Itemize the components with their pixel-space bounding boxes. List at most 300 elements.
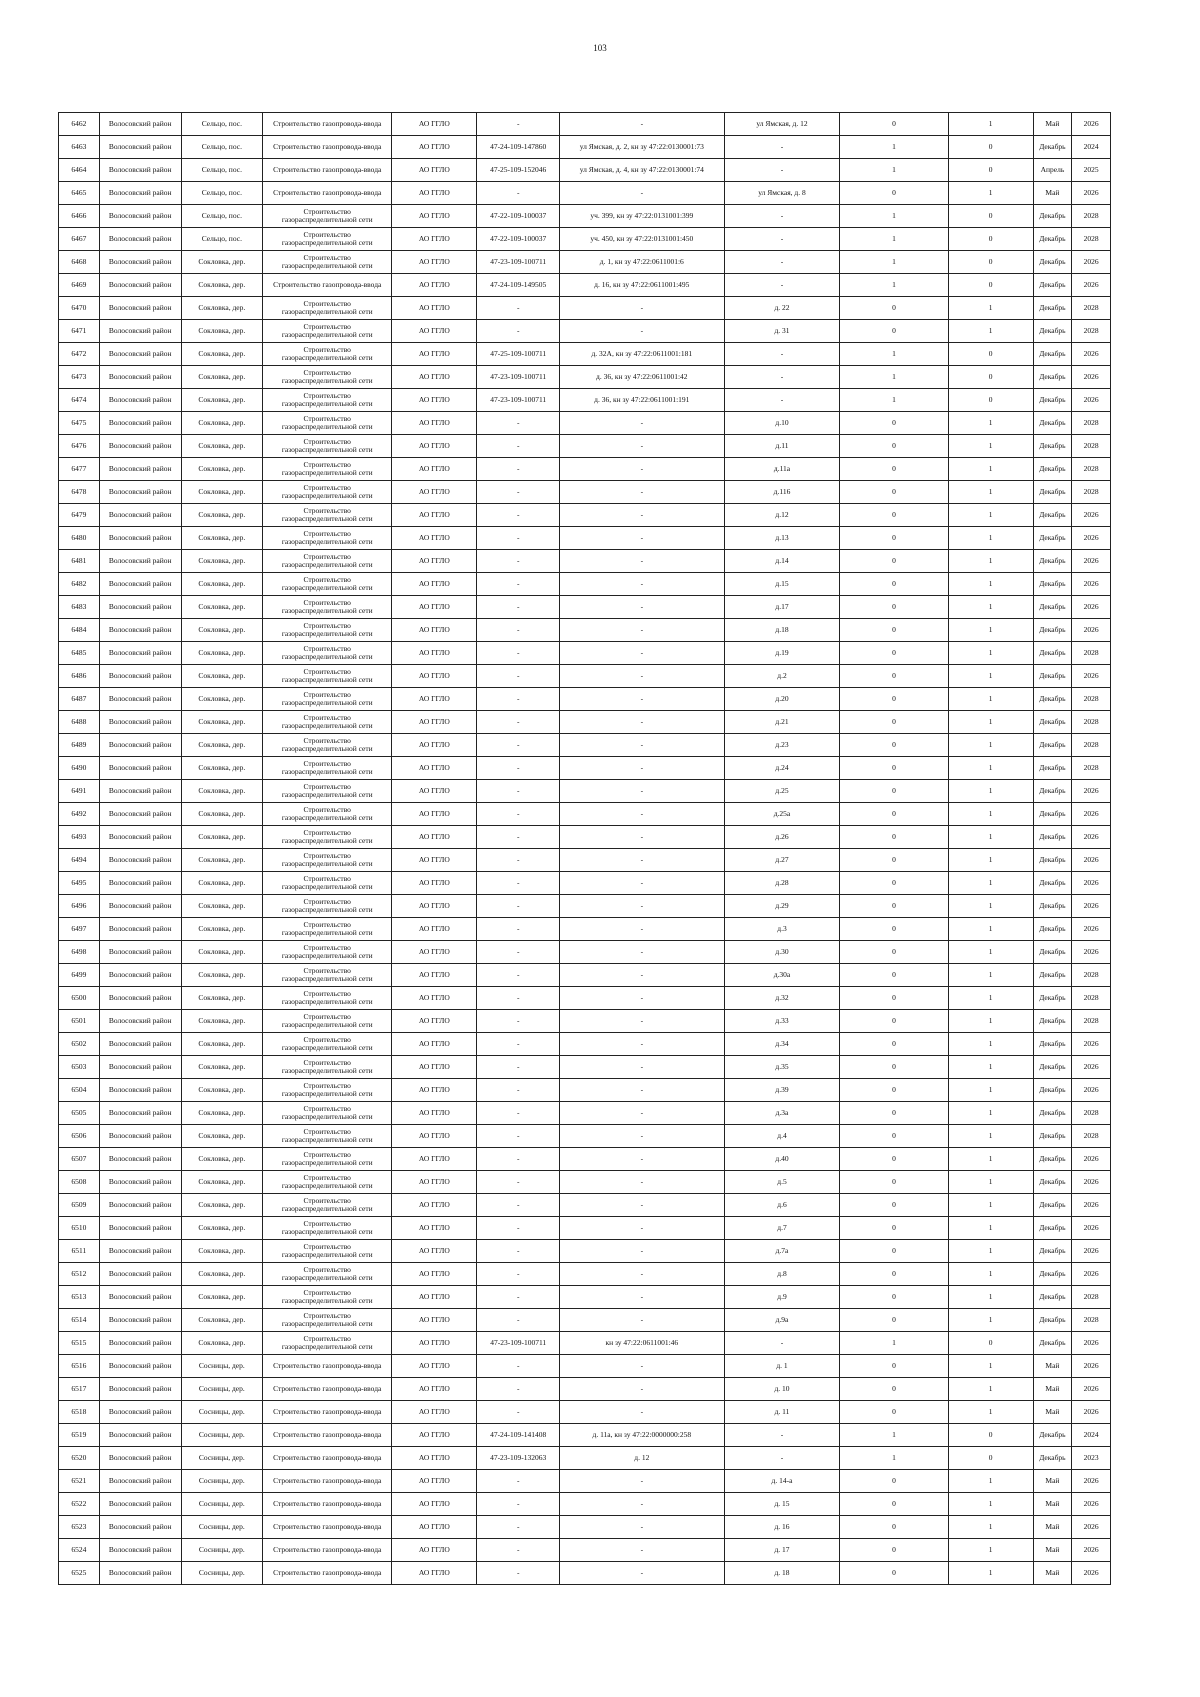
record-number: 6478: [59, 481, 100, 504]
settlement-cell: Сокловка, дер.: [181, 573, 263, 596]
contract-number-cell: 47-23-109-100711: [477, 366, 560, 389]
contract-number-cell: -: [477, 1539, 560, 1562]
contract-number-cell: -: [477, 987, 560, 1010]
year-cell: 2024: [1072, 1424, 1111, 1447]
month-cell: Декабрь: [1033, 550, 1072, 573]
table-row: [59, 895, 1111, 918]
district-cell: Волосовский район: [99, 228, 181, 251]
flag-a-cell: 1: [840, 274, 948, 297]
work-type-cell: Строительство газораспределительной сети: [263, 987, 392, 1010]
month-cell: Декабрь: [1033, 1148, 1072, 1171]
flag-a-cell: 0: [840, 1171, 948, 1194]
flag-b-cell: 1: [948, 1309, 1033, 1332]
record-number: 6486: [59, 665, 100, 688]
organization-cell: АО ГГЛО: [392, 481, 477, 504]
record-number: 6484: [59, 619, 100, 642]
settlement-cell: Сокловка, дер.: [181, 1309, 263, 1332]
address-cell: д. 15: [724, 1493, 840, 1516]
month-cell: Декабрь: [1033, 435, 1072, 458]
flag-a-cell: 0: [840, 1010, 948, 1033]
flag-b-cell: 1: [948, 711, 1033, 734]
organization-cell: АО ГГЛО: [392, 1355, 477, 1378]
record-number: 6472: [59, 343, 100, 366]
address-cell: д.20: [724, 688, 840, 711]
work-type-cell: Строительство газопровода-ввода: [263, 1355, 392, 1378]
cadastral-address-cell: -: [560, 1010, 724, 1033]
record-number: 6470: [59, 297, 100, 320]
organization-cell: АО ГГЛО: [392, 1056, 477, 1079]
year-cell: 2028: [1072, 688, 1111, 711]
organization-cell: АО ГГЛО: [392, 159, 477, 182]
address-cell: д.25а: [724, 803, 840, 826]
record-number: 6516: [59, 1355, 100, 1378]
year-cell: 2026: [1072, 803, 1111, 826]
flag-a-cell: 1: [840, 1424, 948, 1447]
month-cell: Декабрь: [1033, 711, 1072, 734]
work-type-cell: Строительство газораспределительной сети: [263, 1010, 392, 1033]
record-number: 6490: [59, 757, 100, 780]
table-row: [59, 1516, 1111, 1539]
settlement-cell: Сокловка, дер.: [181, 895, 263, 918]
district-cell: Волосовский район: [99, 251, 181, 274]
flag-a-cell: 0: [840, 1516, 948, 1539]
flag-b-cell: 1: [948, 1056, 1033, 1079]
district-cell: Волосовский район: [99, 941, 181, 964]
cadastral-address-cell: -: [560, 481, 724, 504]
organization-cell: АО ГГЛО: [392, 1240, 477, 1263]
year-cell: 2026: [1072, 1562, 1111, 1585]
address-cell: -: [724, 205, 840, 228]
year-cell: 2028: [1072, 1102, 1111, 1125]
table-row: [59, 1493, 1111, 1516]
contract-number-cell: 47-24-109-147860: [477, 136, 560, 159]
organization-cell: АО ГГЛО: [392, 1102, 477, 1125]
cadastral-address-cell: -: [560, 182, 724, 205]
year-cell: 2026: [1072, 1332, 1111, 1355]
record-number: 6515: [59, 1332, 100, 1355]
settlement-cell: Сокловка, дер.: [181, 596, 263, 619]
work-type-cell: Строительство газораспределительной сети: [263, 780, 392, 803]
flag-b-cell: 1: [948, 320, 1033, 343]
table-row: [59, 918, 1111, 941]
contract-number-cell: -: [477, 849, 560, 872]
flag-a-cell: 1: [840, 228, 948, 251]
year-cell: 2026: [1072, 780, 1111, 803]
address-cell: д.12: [724, 504, 840, 527]
settlement-cell: Сокловка, дер.: [181, 711, 263, 734]
record-number: 6488: [59, 711, 100, 734]
settlement-cell: Сокловка, дер.: [181, 550, 263, 573]
organization-cell: АО ГГЛО: [392, 826, 477, 849]
year-cell: 2026: [1072, 1355, 1111, 1378]
address-cell: д.11а: [724, 458, 840, 481]
settlement-cell: Сосницы, дер.: [181, 1447, 263, 1470]
organization-cell: АО ГГЛО: [392, 642, 477, 665]
address-cell: -: [724, 366, 840, 389]
record-number: 6491: [59, 780, 100, 803]
flag-a-cell: 0: [840, 1033, 948, 1056]
organization-cell: АО ГГЛО: [392, 573, 477, 596]
district-cell: Волосовский район: [99, 642, 181, 665]
table-row: [59, 1217, 1111, 1240]
settlement-cell: Сокловка, дер.: [181, 803, 263, 826]
cadastral-address-cell: -: [560, 1056, 724, 1079]
settlement-cell: Сокловка, дер.: [181, 412, 263, 435]
record-number: 6500: [59, 987, 100, 1010]
cadastral-address-cell: -: [560, 1286, 724, 1309]
year-cell: 2026: [1072, 550, 1111, 573]
work-type-cell: Строительство газопровода-ввода: [263, 1424, 392, 1447]
flag-b-cell: 1: [948, 964, 1033, 987]
cadastral-address-cell: ул Ямская, д. 2, кн зу 47:22:0130001:73: [560, 136, 724, 159]
cadastral-address-cell: -: [560, 458, 724, 481]
gas-register-table: [58, 112, 1111, 1585]
contract-number-cell: -: [477, 435, 560, 458]
district-cell: Волосовский район: [99, 711, 181, 734]
month-cell: Декабрь: [1033, 826, 1072, 849]
district-cell: Волосовский район: [99, 1447, 181, 1470]
flag-a-cell: 0: [840, 1562, 948, 1585]
district-cell: Волосовский район: [99, 780, 181, 803]
month-cell: Апрель: [1033, 159, 1072, 182]
address-cell: д. 1: [724, 1355, 840, 1378]
cadastral-address-cell: уч. 450, кн зу 47:22:0131001:450: [560, 228, 724, 251]
flag-b-cell: 0: [948, 251, 1033, 274]
work-type-cell: Строительство газораспределительной сети: [263, 803, 392, 826]
contract-number-cell: -: [477, 1148, 560, 1171]
year-cell: 2026: [1072, 1539, 1111, 1562]
cadastral-address-cell: -: [560, 665, 724, 688]
month-cell: Декабрь: [1033, 1447, 1072, 1470]
record-number: 6507: [59, 1148, 100, 1171]
year-cell: 2026: [1072, 1401, 1111, 1424]
address-cell: д.13: [724, 527, 840, 550]
record-number: 6521: [59, 1470, 100, 1493]
year-cell: 2028: [1072, 964, 1111, 987]
work-type-cell: Строительство газораспределительной сети: [263, 228, 392, 251]
table-row: [59, 1194, 1111, 1217]
address-cell: д. 17: [724, 1539, 840, 1562]
year-cell: 2026: [1072, 1493, 1111, 1516]
year-cell: 2026: [1072, 1056, 1111, 1079]
flag-b-cell: 1: [948, 297, 1033, 320]
organization-cell: АО ГГЛО: [392, 182, 477, 205]
work-type-cell: Строительство газораспределительной сети: [263, 711, 392, 734]
record-number: 6517: [59, 1378, 100, 1401]
contract-number-cell: -: [477, 504, 560, 527]
work-type-cell: Строительство газораспределительной сети: [263, 895, 392, 918]
organization-cell: АО ГГЛО: [392, 964, 477, 987]
address-cell: д.34: [724, 1033, 840, 1056]
flag-a-cell: 0: [840, 1125, 948, 1148]
contract-number-cell: -: [477, 1033, 560, 1056]
work-type-cell: Строительство газораспределительной сети: [263, 964, 392, 987]
address-cell: д.30а: [724, 964, 840, 987]
address-cell: -: [724, 136, 840, 159]
cadastral-address-cell: д. 1, кн зу 47:22:0611001:6: [560, 251, 724, 274]
month-cell: Декабрь: [1033, 941, 1072, 964]
address-cell: д.27: [724, 849, 840, 872]
contract-number-cell: 47-24-109-149505: [477, 274, 560, 297]
flag-a-cell: 1: [840, 366, 948, 389]
address-cell: д.10: [724, 412, 840, 435]
address-cell: д. 14-а: [724, 1470, 840, 1493]
work-type-cell: Строительство газораспределительной сети: [263, 757, 392, 780]
flag-a-cell: 0: [840, 412, 948, 435]
contract-number-cell: -: [477, 573, 560, 596]
cadastral-address-cell: уч. 399, кн зу 47:22:0131001:399: [560, 205, 724, 228]
work-type-cell: Строительство газораспределительной сети: [263, 1217, 392, 1240]
flag-a-cell: 0: [840, 987, 948, 1010]
month-cell: Декабрь: [1033, 1194, 1072, 1217]
month-cell: Декабрь: [1033, 1424, 1072, 1447]
year-cell: 2026: [1072, 665, 1111, 688]
table-row: [59, 1171, 1111, 1194]
year-cell: 2028: [1072, 987, 1111, 1010]
contract-number-cell: -: [477, 803, 560, 826]
table-row: [59, 1562, 1111, 1585]
settlement-cell: Сосницы, дер.: [181, 1401, 263, 1424]
organization-cell: АО ГГЛО: [392, 550, 477, 573]
settlement-cell: Сокловка, дер.: [181, 251, 263, 274]
settlement-cell: Сосницы, дер.: [181, 1355, 263, 1378]
district-cell: Волосовский район: [99, 1286, 181, 1309]
district-cell: Волосовский район: [99, 458, 181, 481]
table-row: [59, 435, 1111, 458]
flag-a-cell: 0: [840, 872, 948, 895]
district-cell: Волосовский район: [99, 1194, 181, 1217]
flag-a-cell: 0: [840, 458, 948, 481]
organization-cell: АО ГГЛО: [392, 734, 477, 757]
year-cell: 2026: [1072, 504, 1111, 527]
record-number: 6497: [59, 918, 100, 941]
month-cell: Декабрь: [1033, 780, 1072, 803]
district-cell: Волосовский район: [99, 573, 181, 596]
flag-b-cell: 1: [948, 1562, 1033, 1585]
address-cell: д.23: [724, 734, 840, 757]
contract-number-cell: 47-23-109-100711: [477, 251, 560, 274]
flag-a-cell: 0: [840, 688, 948, 711]
flag-a-cell: 0: [840, 182, 948, 205]
flag-b-cell: 1: [948, 688, 1033, 711]
table-row: [59, 1539, 1111, 1562]
organization-cell: АО ГГЛО: [392, 918, 477, 941]
month-cell: Декабрь: [1033, 1286, 1072, 1309]
district-cell: Волосовский район: [99, 550, 181, 573]
year-cell: 2028: [1072, 1125, 1111, 1148]
address-cell: д.18: [724, 619, 840, 642]
table-row: [59, 550, 1111, 573]
settlement-cell: Сокловка, дер.: [181, 389, 263, 412]
flag-b-cell: 1: [948, 619, 1033, 642]
work-type-cell: Строительство газораспределительной сети: [263, 320, 392, 343]
flag-a-cell: 0: [840, 642, 948, 665]
work-type-cell: Строительство газораспределительной сети: [263, 1240, 392, 1263]
record-number: 6520: [59, 1447, 100, 1470]
table-row: [59, 320, 1111, 343]
contract-number-cell: -: [477, 1562, 560, 1585]
organization-cell: АО ГГЛО: [392, 504, 477, 527]
work-type-cell: Строительство газораспределительной сети: [263, 435, 392, 458]
settlement-cell: Сокловка, дер.: [181, 504, 263, 527]
settlement-cell: Сокловка, дер.: [181, 1056, 263, 1079]
table-row: [59, 1447, 1111, 1470]
table-row: [59, 366, 1111, 389]
year-cell: 2026: [1072, 573, 1111, 596]
organization-cell: АО ГГЛО: [392, 1286, 477, 1309]
contract-number-cell: -: [477, 596, 560, 619]
flag-b-cell: 1: [948, 1171, 1033, 1194]
organization-cell: АО ГГЛО: [392, 228, 477, 251]
year-cell: 2025: [1072, 159, 1111, 182]
record-number: 6487: [59, 688, 100, 711]
work-type-cell: Строительство газораспределительной сети: [263, 1171, 392, 1194]
organization-cell: АО ГГЛО: [392, 803, 477, 826]
year-cell: 2028: [1072, 1010, 1111, 1033]
table-row: [59, 412, 1111, 435]
month-cell: Декабрь: [1033, 297, 1072, 320]
cadastral-address-cell: -: [560, 941, 724, 964]
work-type-cell: Строительство газораспределительной сети: [263, 1033, 392, 1056]
month-cell: Май: [1033, 1539, 1072, 1562]
work-type-cell: Строительство газораспределительной сети: [263, 573, 392, 596]
district-cell: Волосовский район: [99, 182, 181, 205]
flag-a-cell: 0: [840, 1194, 948, 1217]
work-type-cell: Строительство газопровода-ввода: [263, 1470, 392, 1493]
flag-b-cell: 0: [948, 1424, 1033, 1447]
year-cell: 2026: [1072, 1217, 1111, 1240]
record-number: 6499: [59, 964, 100, 987]
work-type-cell: Строительство газораспределительной сети: [263, 1332, 392, 1355]
address-cell: -: [724, 389, 840, 412]
organization-cell: АО ГГЛО: [392, 412, 477, 435]
month-cell: Декабрь: [1033, 343, 1072, 366]
cadastral-address-cell: -: [560, 297, 724, 320]
organization-cell: АО ГГЛО: [392, 757, 477, 780]
flag-b-cell: 0: [948, 1332, 1033, 1355]
address-cell: д.11: [724, 435, 840, 458]
record-number: 6504: [59, 1079, 100, 1102]
table-row: [59, 872, 1111, 895]
table-row: [59, 274, 1111, 297]
address-cell: ул Ямская, д. 8: [724, 182, 840, 205]
work-type-cell: Строительство газораспределительной сети: [263, 1102, 392, 1125]
month-cell: Декабрь: [1033, 1332, 1072, 1355]
work-type-cell: Строительство газораспределительной сети: [263, 872, 392, 895]
work-type-cell: Строительство газораспределительной сети: [263, 527, 392, 550]
organization-cell: АО ГГЛО: [392, 1447, 477, 1470]
page-number: 103: [593, 43, 607, 53]
flag-b-cell: 0: [948, 136, 1033, 159]
work-type-cell: Строительство газораспределительной сети: [263, 343, 392, 366]
cadastral-address-cell: -: [560, 1079, 724, 1102]
year-cell: 2026: [1072, 619, 1111, 642]
year-cell: 2026: [1072, 1240, 1111, 1263]
record-number: 6496: [59, 895, 100, 918]
settlement-cell: Сокловка, дер.: [181, 1286, 263, 1309]
district-cell: Волосовский район: [99, 1079, 181, 1102]
year-cell: 2028: [1072, 205, 1111, 228]
table-row: [59, 504, 1111, 527]
district-cell: Волосовский район: [99, 1171, 181, 1194]
cadastral-address-cell: -: [560, 1378, 724, 1401]
flag-a-cell: 1: [840, 251, 948, 274]
district-cell: Волосовский район: [99, 734, 181, 757]
cadastral-address-cell: -: [560, 826, 724, 849]
flag-b-cell: 1: [948, 1493, 1033, 1516]
contract-number-cell: -: [477, 1217, 560, 1240]
address-cell: -: [724, 228, 840, 251]
settlement-cell: Сокловка, дер.: [181, 458, 263, 481]
record-number: 6501: [59, 1010, 100, 1033]
year-cell: 2026: [1072, 274, 1111, 297]
organization-cell: АО ГГЛО: [392, 987, 477, 1010]
cadastral-address-cell: -: [560, 849, 724, 872]
contract-number-cell: -: [477, 1401, 560, 1424]
cadastral-address-cell: д. 12: [560, 1447, 724, 1470]
contract-number-cell: -: [477, 481, 560, 504]
record-number: 6519: [59, 1424, 100, 1447]
contract-number-cell: -: [477, 826, 560, 849]
work-type-cell: Строительство газопровода-ввода: [263, 1401, 392, 1424]
month-cell: Май: [1033, 1355, 1072, 1378]
flag-a-cell: 1: [840, 159, 948, 182]
district-cell: Волосовский район: [99, 481, 181, 504]
organization-cell: АО ГГЛО: [392, 665, 477, 688]
cadastral-address-cell: -: [560, 711, 724, 734]
cadastral-address-cell: ул Ямская, д. 4, кн зу 47:22:0130001:74: [560, 159, 724, 182]
work-type-cell: Строительство газораспределительной сети: [263, 1309, 392, 1332]
year-cell: 2028: [1072, 320, 1111, 343]
month-cell: Декабрь: [1033, 458, 1072, 481]
flag-b-cell: 1: [948, 573, 1033, 596]
settlement-cell: Сокловка, дер.: [181, 1079, 263, 1102]
flag-b-cell: 1: [948, 1240, 1033, 1263]
flag-a-cell: 0: [840, 665, 948, 688]
flag-a-cell: 0: [840, 803, 948, 826]
contract-number-cell: -: [477, 1378, 560, 1401]
flag-a-cell: 0: [840, 113, 948, 136]
flag-a-cell: 0: [840, 849, 948, 872]
district-cell: Волосовский район: [99, 1470, 181, 1493]
month-cell: Май: [1033, 1378, 1072, 1401]
record-number: 6509: [59, 1194, 100, 1217]
record-number: 6506: [59, 1125, 100, 1148]
address-cell: д.3а: [724, 1102, 840, 1125]
record-number: 6513: [59, 1286, 100, 1309]
cadastral-address-cell: -: [560, 1516, 724, 1539]
contract-number-cell: -: [477, 734, 560, 757]
cadastral-address-cell: -: [560, 320, 724, 343]
table-row: [59, 803, 1111, 826]
address-cell: д.35: [724, 1056, 840, 1079]
organization-cell: АО ГГЛО: [392, 136, 477, 159]
contract-number-cell: 47-25-109-152046: [477, 159, 560, 182]
organization-cell: АО ГГЛО: [392, 389, 477, 412]
settlement-cell: Сокловка, дер.: [181, 918, 263, 941]
flag-b-cell: 1: [948, 481, 1033, 504]
flag-a-cell: 0: [840, 757, 948, 780]
year-cell: 2026: [1072, 1148, 1111, 1171]
settlement-cell: Сокловка, дер.: [181, 1125, 263, 1148]
month-cell: Декабрь: [1033, 1263, 1072, 1286]
cadastral-address-cell: -: [560, 435, 724, 458]
work-type-cell: Строительство газораспределительной сети: [263, 1286, 392, 1309]
cadastral-address-cell: -: [560, 895, 724, 918]
organization-cell: АО ГГЛО: [392, 113, 477, 136]
settlement-cell: Сокловка, дер.: [181, 1010, 263, 1033]
settlement-cell: Сокловка, дер.: [181, 849, 263, 872]
